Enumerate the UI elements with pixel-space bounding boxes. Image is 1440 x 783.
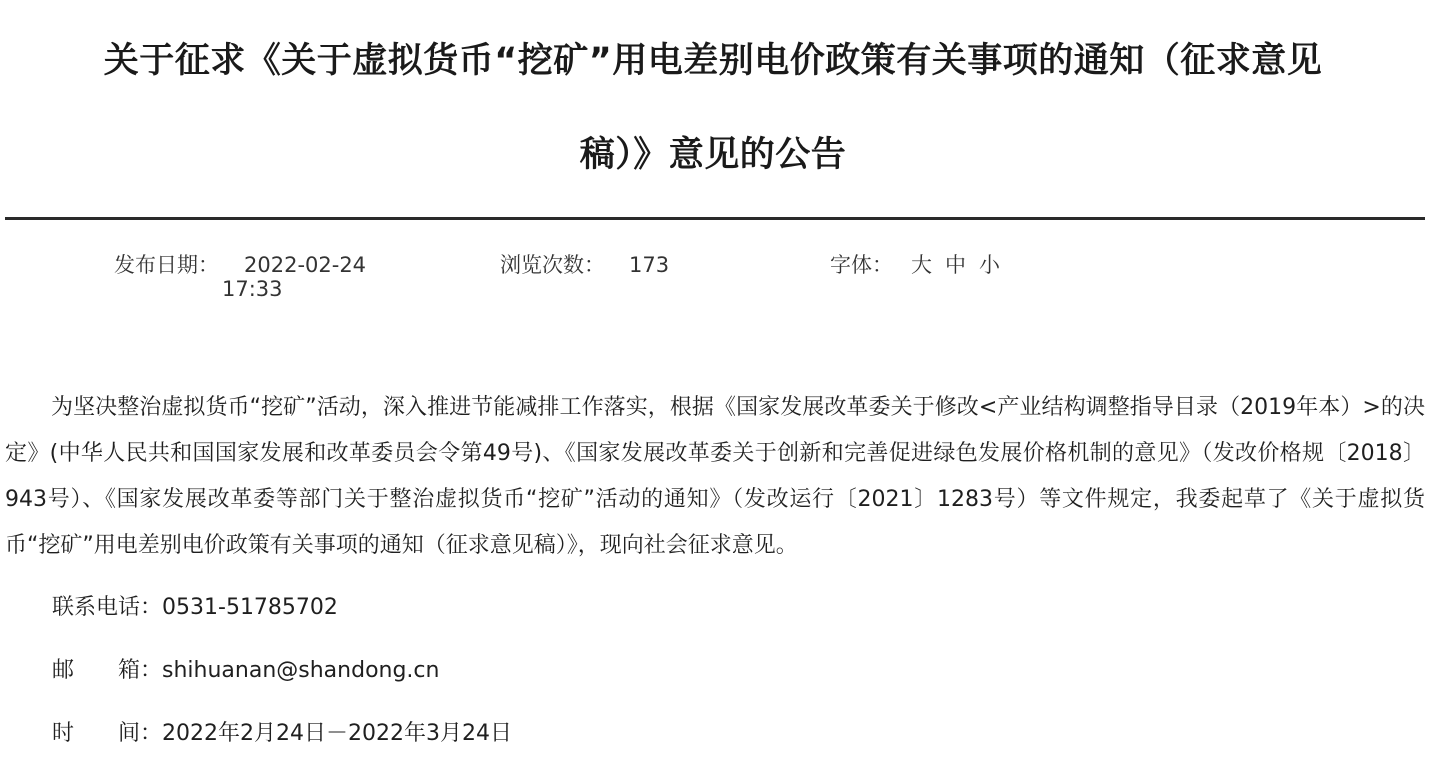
publish-date-label: 发布日期：: [114, 253, 219, 277]
view-count-value: 173: [629, 253, 670, 277]
contact-email: [52, 656, 439, 686]
font-size-label: 字体：: [830, 253, 893, 277]
title-line-2: 稿）》意见的公告: [579, 135, 847, 175]
font-size-medium-button[interactable]: 中: [945, 253, 966, 277]
title-divider: [5, 217, 1425, 220]
body-paragraph: 为坚决整治虚拟货币“挖矿”活动，深入推进节能减排工作落实，根据《国家发展改革委关于修改<产业结构调整指导目录（2019年本）>的决定》(中华人民共和国国家发展和改革委员会令第49号)、《国家发展改革委关于创新和完善促进绿色发展价格机制的意见》（发改价格规〔2018〕943号）、《国家发展改革委等部门关于整治虚拟货币“挖矿”活动的通知》（发改运行〔2021〕1283号）等文件规定，我委起草了《关于虚拟货币“挖矿”用电差别电价政策有关事项的通知（征求意见稿）》，现向社会征求意见。: [5, 395, 1425, 558]
contact-phone-label: 联系电话：: [52, 595, 163, 620]
contact-email-value: shihuanan@shandong.cn: [162, 658, 440, 683]
contact-phone-value: 0531-51785702: [162, 595, 338, 620]
title-line-1: 关于征求《关于虚拟货币“挖矿”用电差别电价政策有关事项的通知（征求意见: [103, 41, 1323, 81]
contact-time-label: 时 间：: [52, 721, 163, 746]
contact-time: [52, 719, 512, 749]
contact-time-value: 2022年2月24日－2022年3月24日: [162, 721, 512, 746]
view-count-label: 浏览次数：: [500, 253, 605, 277]
publish-time-value: 17:33: [222, 277, 283, 301]
font-size-small-button[interactable]: 小: [979, 253, 1000, 277]
contact-email-label: 邮 箱：: [52, 658, 163, 683]
publish-date-value: 2022-02-24: [244, 253, 367, 277]
contact-phone: [52, 593, 338, 623]
font-size-large-button[interactable]: 大: [911, 253, 932, 277]
article-title: [0, 14, 1426, 202]
